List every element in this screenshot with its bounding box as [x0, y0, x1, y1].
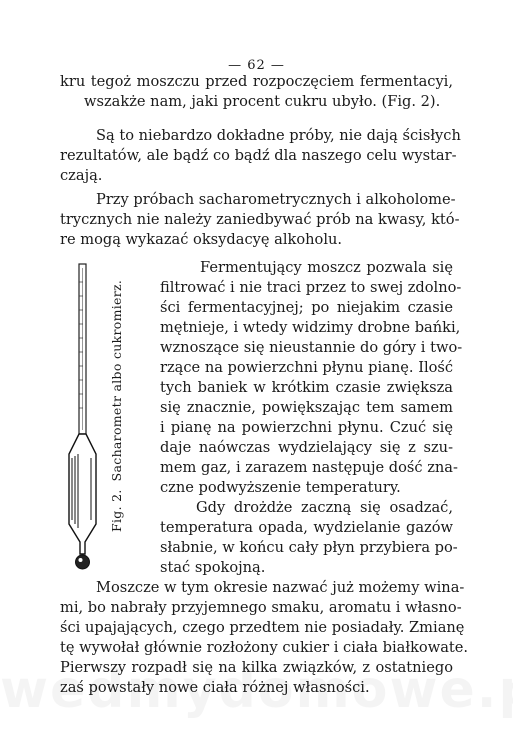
- text-line: tę wywołał głównie rozłożony cukier i ciała białkowate.: [60, 639, 469, 656]
- saccharometer-illustration: [58, 262, 108, 572]
- text-line: czają.: [60, 167, 103, 184]
- text-line: Fermentujący moszcz pozwala się: [200, 259, 453, 276]
- figure-caption: [109, 280, 124, 532]
- watermark: [0, 660, 513, 720]
- text-line: i pianę na powierzchni płynu. Czuć się: [160, 419, 453, 436]
- text-line: trycznych nie należy zaniedbywać prób na kwasy, któ-: [60, 211, 460, 228]
- text-line: re mogą wykazać oksydacyę alkoholu.: [60, 231, 343, 248]
- text-line: Przy próbach sacharometrycznych i alkoholome-: [96, 191, 456, 208]
- text-line: wznoszące się nieustannie do góry i two-: [160, 339, 463, 356]
- text-line: ści fermentacyjnej; po niejakim czasie: [160, 299, 453, 316]
- text-line: mem gaz, i zarazem następuje dość zna-: [160, 459, 458, 476]
- text-line: daje naówczas wydzielający się z szu-: [160, 439, 453, 456]
- text-line: rezultatów, ale bądź co bądź dla naszego celu wystar-: [60, 147, 457, 164]
- text-line: stać spokojną.: [160, 559, 266, 576]
- text-line: tych baniek w krótkim czasie zwiększa: [160, 379, 453, 396]
- text-line: wszakże nam, jaki procent cukru ubyło. (Fig. 2).: [84, 93, 441, 110]
- text-line: mętnieje, i wtedy widzimy drobne bańki,: [160, 319, 461, 336]
- text-line: rzące na powierzchni płynu pianę. Ilość: [160, 359, 454, 376]
- text-line: słabnie, w końcu cały płyn przybiera po-: [160, 539, 458, 556]
- text-line: się znacznie, powiększając tem samem: [160, 399, 453, 416]
- figure-label: Fig. 2.: [109, 489, 124, 532]
- text-line: czne podwyższenie temperatury.: [160, 479, 401, 496]
- text-line: kru tegoż moszczu przed rozpoczęciem fermentacyi,: [60, 73, 453, 90]
- text-line: Moszcze w tym okresie nazwać już możemy wina-: [96, 579, 465, 596]
- text-line: Pierwszy rozpadł się na kilka związków, z ostatniego: [60, 659, 453, 676]
- text-line: Są to niebardzo dokładne próby, nie dają ścisłych: [96, 127, 461, 144]
- text-line: temperatura opada, wydzielanie gazów: [160, 519, 453, 536]
- text-line: filtrować i nie traci przez to swej zdolno-: [160, 279, 462, 296]
- text-line: mi, bo nabrały przyjemnego smaku, aromatu i własno-: [60, 599, 462, 616]
- page-number: — 62 —: [228, 58, 285, 73]
- figure-caption-text: Sacharometr albo cukromierz.: [109, 279, 124, 482]
- text-line: zaś powstały nowe ciała różnej własności.: [60, 679, 370, 696]
- text-line: ści upajających, czego przedtem nie posiadały. Zmianę: [60, 619, 465, 636]
- text-line: Gdy drożdże zaczną się osadzać,: [196, 499, 453, 516]
